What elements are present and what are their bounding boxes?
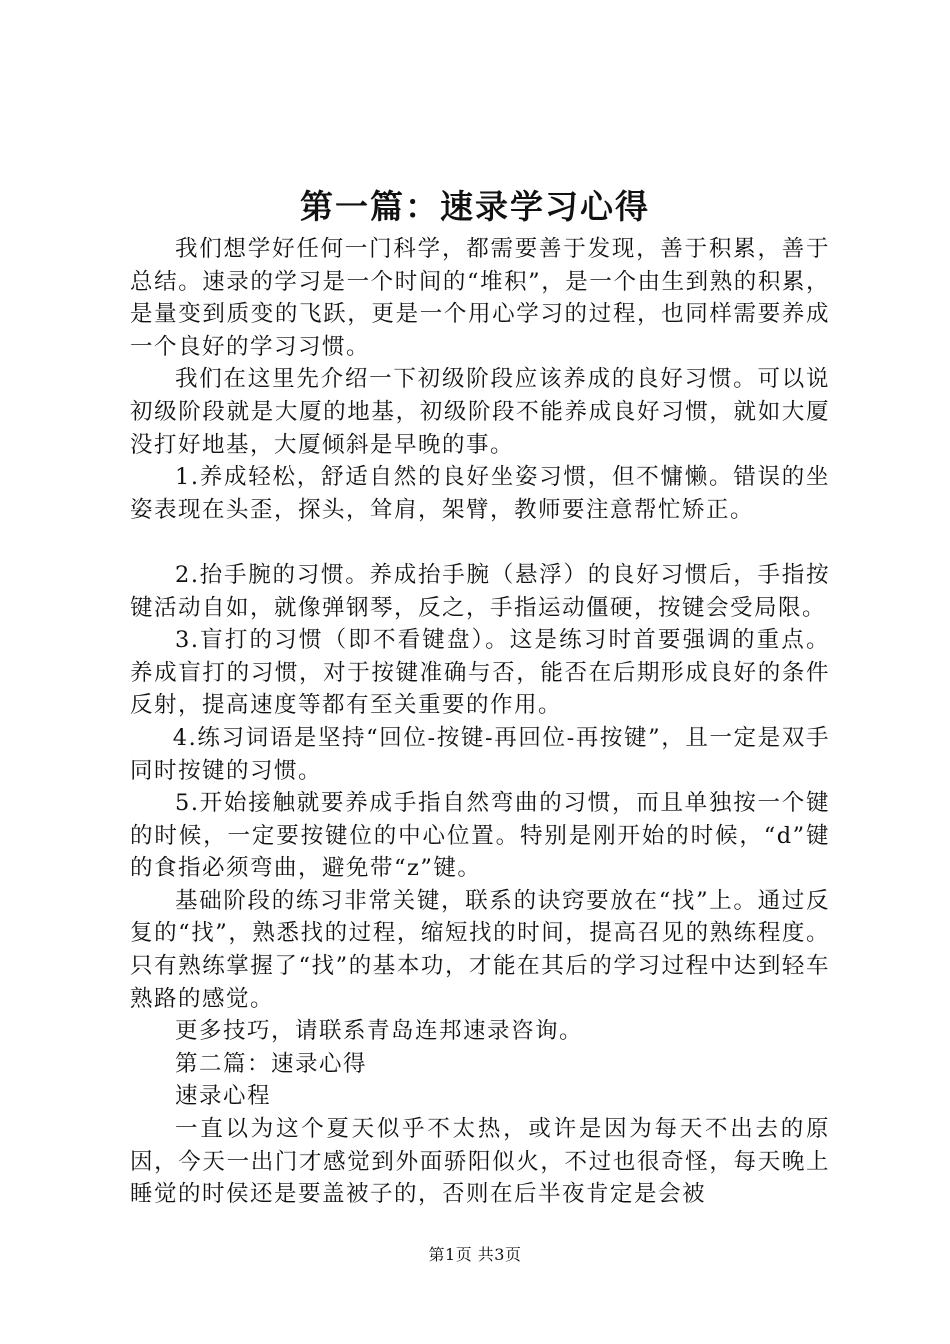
- page-title: 第一篇：速录学习心得: [300, 187, 650, 226]
- paragraph-contact: 更多技巧，请联系青岛连邦速录咨询。: [175, 1018, 584, 1045]
- paragraph-summer: 一直以为这个夏天似乎不太热，或许是因为每天不出去的原因，今天一出门才感觉到外面骄阳似火，不过也很奇怪，每天晚上睡觉的时侯还是要盖被子的，否则在后半夜肯定是会被: [130, 1116, 830, 1208]
- paragraph-basics: 基础阶段的练习非常关键，联系的诀窍要放在“找”上。通过反复的“找”，熟悉找的过程，缩短找的时间，提高召见的熟练程度。只有熟练掌握了“找”的基本功，才能在其后的学习过程中达到轻车熟路的感觉。: [130, 887, 830, 1012]
- document-body: [130, 233, 830, 1211]
- section-heading-second: 第二篇：速录心得: [175, 1050, 368, 1077]
- paragraph-intro: 我们想学好任何一门科学，都需要善于发现，善于积累，善于总结。速录的学习是一个时间的“堆积”，是一个由生到熟的积累，是量变到质变的飞跃，更是一个用心学习的过程，也同样需要养成一个良好的学习习惯。: [130, 236, 830, 360]
- paragraph-habit-2: 2.抬手腕的习惯。养成抬手腕（悬浮）的良好习惯后，手指按键活动自如，就像弹钢琴，反之，手指运动僵硬，按键会受局限。: [130, 561, 830, 621]
- page-number-footer: 第1页 共3页: [428, 1245, 522, 1264]
- paragraph-habit-5: 5.开始接触就要养成手指自然弯曲的习惯，而且单独按一个键的时候，一定要按键位的中心位置。特别是刚开始的时候，“d”键的食指必须弯曲，避免带“z”键。: [130, 790, 830, 882]
- paragraph-overview: 我们在这里先介绍一下初级阶段应该养成的良好习惯。可以说初级阶段就是大厦的地基，初级阶段不能养成良好习惯，就如大厦没打好地基，大厦倾斜是早晚的事。: [130, 366, 830, 458]
- paragraph-habit-4: 4.练习词语是坚持“回位-按键-再回位-再按键”，且一定是双手同时按键的习惯。: [130, 724, 830, 784]
- section-subheading: 速录心程: [175, 1083, 272, 1110]
- paragraph-habit-3: 3.盲打的习惯（即不看键盘）。这是练习时首要强调的重点。养成盲打的习惯，对于按键准确与否，能否在后期形成良好的条件反射，提高速度等都有至关重要的作用。: [130, 627, 830, 719]
- paragraph-habit-1: 1.养成轻松，舒适自然的良好坐姿习惯，但不慵懒。错误的坐姿表现在头歪，探头，耸肩，架臂，教师要注意帮忙矫正。: [130, 464, 830, 523]
